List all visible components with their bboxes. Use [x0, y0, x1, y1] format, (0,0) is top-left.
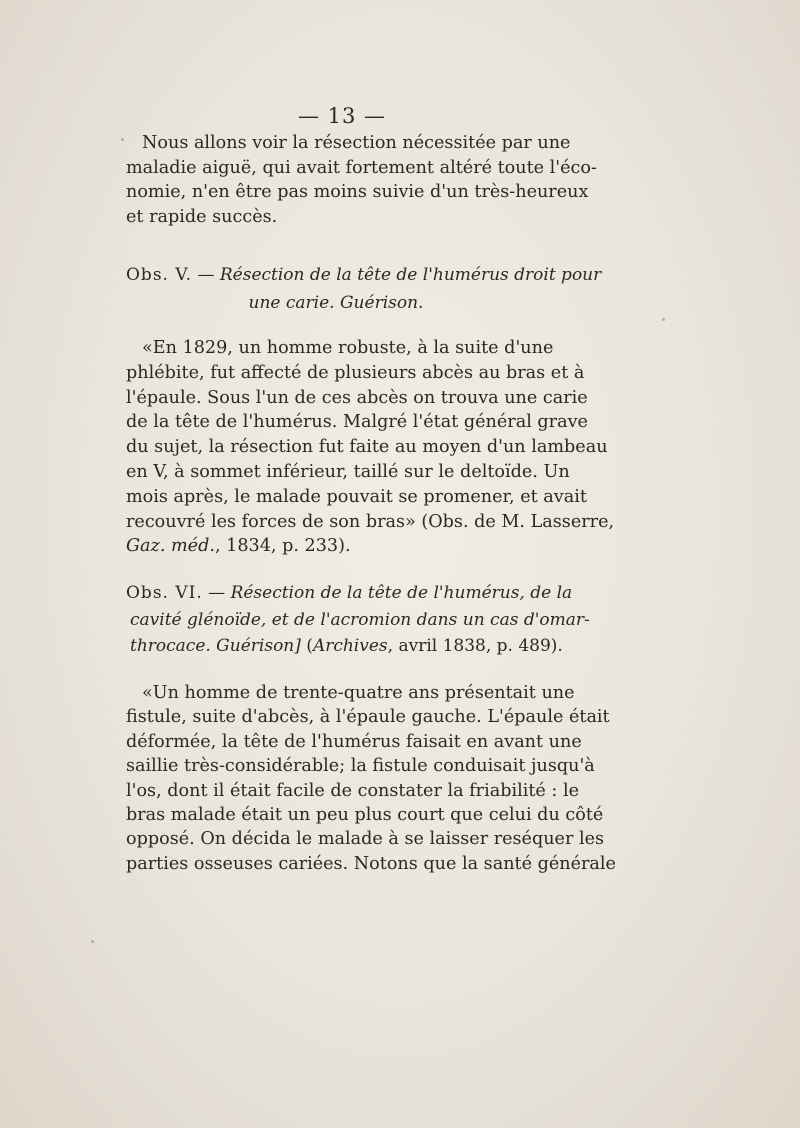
text-line: mois après, le malade pouvait se promener, et avait	[126, 486, 587, 507]
text-line: en V, à sommet inférieur, taillé sur le deltoïde. Un	[126, 461, 570, 482]
text-line: «En 1829, un homme robuste, à la suite d'une	[142, 338, 554, 358]
paper-speck	[91, 940, 94, 943]
obs6-body	[126, 681, 616, 876]
text-line: du sujet, la résection fut faite au moyen d'un lambeau	[126, 437, 608, 458]
text-line: saillie très-considérable; la fistule conduisait jusqu'à	[126, 756, 595, 777]
obs5-title-line-2: une carie. Guérison.	[248, 293, 424, 313]
obs5-label: Obs. V.	[126, 265, 193, 285]
text-line: opposé. On décida le malade à se laisser reséquer les	[126, 829, 605, 850]
obs6-citation-rest: , avril 1838, p. 489).	[387, 636, 563, 657]
text-line: bras malade était un peu plus court que celui du côté	[126, 805, 604, 826]
page-number: — 13 —	[297, 104, 387, 128]
text-line: parties osseuses cariées. Notons que la santé générale	[126, 853, 616, 874]
obs5-citation-line	[126, 534, 546, 559]
text-line: maladie aiguë, qui avait fortement altéré toute l'éco-	[126, 157, 597, 178]
obs6-heading	[126, 580, 590, 660]
obs5-citation-journal: Gaz. méd.	[126, 536, 215, 557]
text-line: Nous allons voir la résection nécessitée par une	[142, 133, 571, 153]
obs6-heading-line-1	[126, 580, 573, 607]
text-line: déformée, la tête de l'humérus faisait en avant une	[126, 731, 582, 752]
obs5-heading-line-1	[126, 261, 602, 289]
text-line: l'épaule. Sous l'un de ces abcès on trouva une carie	[126, 387, 588, 408]
obs5-body	[126, 336, 615, 559]
obs5-title-line-1: Résection de la tête de l'humérus droit pour	[219, 265, 602, 285]
obs5-dash: —	[192, 265, 220, 285]
text-line: de la tête de l'humérus. Malgré l'état général grave	[126, 412, 588, 433]
text-line: phlébite, fut affecté de plusieurs abcès au bras et à	[126, 362, 585, 383]
obs5-heading	[126, 261, 602, 317]
paper-speck	[121, 138, 124, 141]
obs5-citation-rest: , 1834, p. 233).	[214, 536, 351, 557]
obs6-heading-line-3	[126, 633, 563, 660]
paper-speck	[662, 318, 665, 321]
obs6-title-line-2: cavité glénoïde, et de l'acromion dans un cas d'omar-	[130, 609, 590, 630]
text-line: recouvré les forces de son bras» (Obs. de M. Lasserre,	[126, 511, 615, 532]
text-line: «Un homme de trente-quatre ans présentait une	[142, 683, 575, 703]
obs6-title-line-1: Résection de la tête de l'humérus, de la	[230, 583, 573, 603]
text-line: nomie, n'en être pas moins suivie d'un très-heureux	[126, 182, 589, 203]
obs6-dash: —	[202, 583, 231, 603]
obs6-paren-open: (	[300, 636, 313, 657]
obs6-title-line-3: throcace. Guérison]	[130, 636, 301, 657]
obs6-label: Obs. VI.	[126, 583, 203, 603]
intro-paragraph	[126, 131, 597, 229]
text-line: et rapide succès.	[126, 206, 278, 227]
text-line: fistule, suite d'abcès, à l'épaule gauche. L'épaule était	[126, 707, 610, 728]
obs6-journal: Archives	[312, 636, 388, 657]
text-line: l'os, dont il était facile de constater la friabilité : le	[126, 780, 579, 801]
